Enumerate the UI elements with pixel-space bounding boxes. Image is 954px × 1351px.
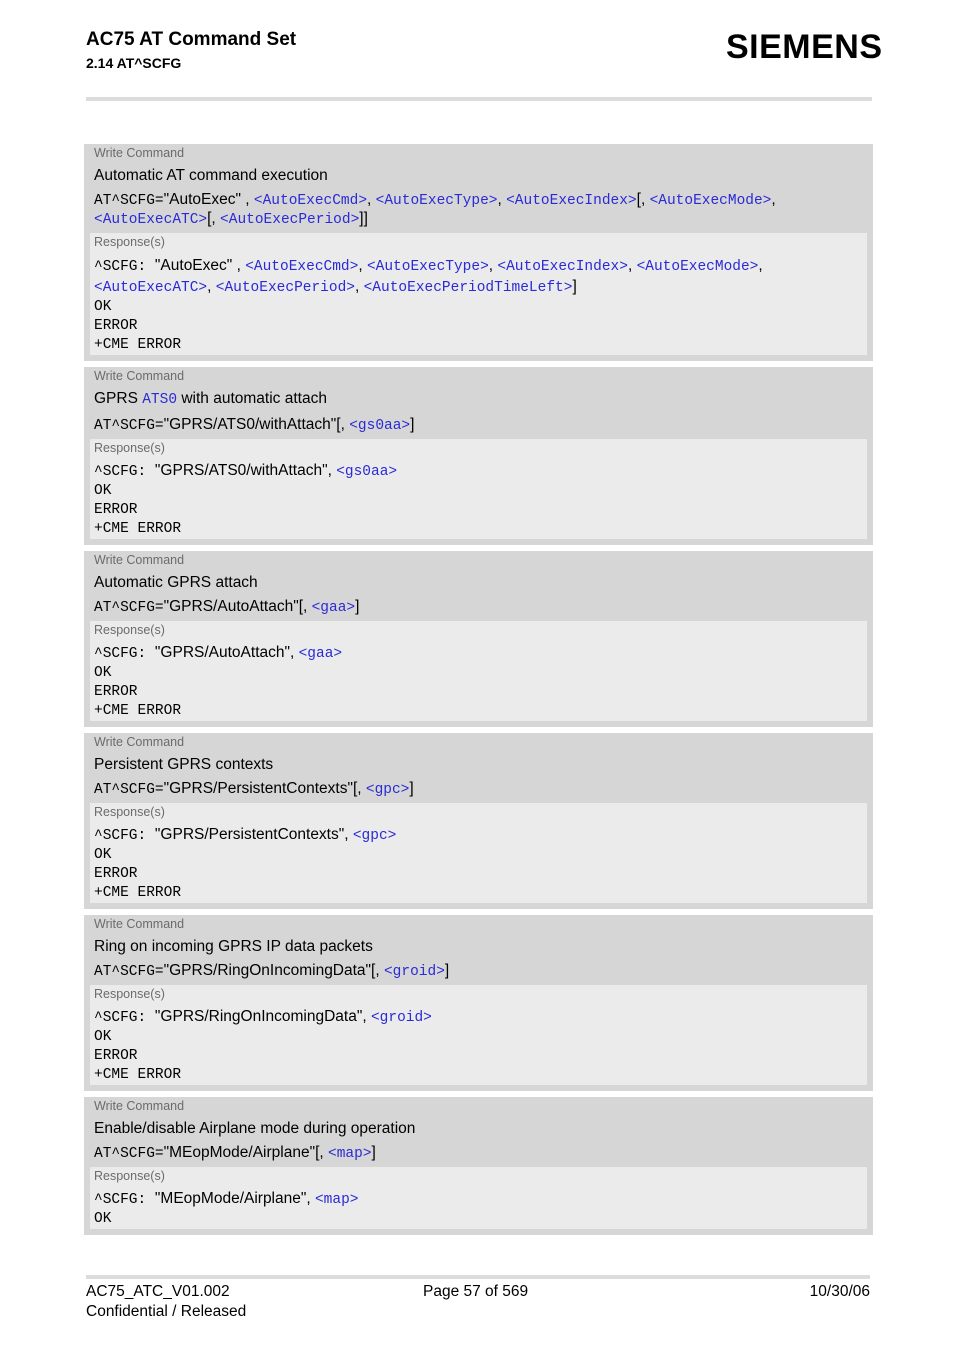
write-command-label: Write Command [94, 146, 185, 160]
response-ok: OK [94, 665, 112, 681]
write-command-label: Write Command [94, 553, 185, 567]
write-command-label: Write Command [94, 1099, 185, 1113]
syntax-prefix: AT^SCFG= [94, 193, 164, 209]
param-autoexecmode-link[interactable]: <AutoExecMode> [649, 193, 772, 209]
write-command-gprs-ats0 [84, 367, 873, 545]
param-autoexectype-link[interactable]: <AutoExecType> [375, 193, 498, 209]
footer-doc-id: AC75_ATC_V01.002 [86, 1283, 230, 1300]
response-label: Response(s) [94, 805, 165, 819]
syntax-text: "AutoExec" , [163, 191, 254, 208]
command-blocks [84, 144, 873, 1241]
response-box [90, 439, 867, 539]
response-box [90, 233, 867, 355]
response-syntax: ^SCFG: "GPRS/PersistentContexts", <gpc> [94, 826, 397, 844]
param-autoexecperiodtimeleft-link[interactable]: <AutoExecPeriodTimeLeft> [363, 280, 573, 296]
response-error: ERROR [94, 502, 138, 518]
response-ok: OK [94, 1211, 112, 1227]
param-gpc-link[interactable]: <gpc> [365, 782, 410, 798]
ats0-link[interactable]: ATS0 [142, 392, 178, 408]
param-autoexeccmd-link[interactable]: <AutoExecCmd> [245, 259, 359, 275]
param-gs0aa-link[interactable]: <gs0aa> [349, 418, 411, 434]
command-description: Enable/disable Airplane mode during operation [94, 1120, 416, 1137]
response-error: ERROR [94, 866, 138, 882]
command-description: Persistent GPRS contexts [94, 756, 274, 773]
param-autoexecindex-link[interactable]: <AutoExecIndex> [506, 193, 637, 209]
command-syntax: AT^SCFG="GPRS/AutoAttach"[, <gaa>] [94, 598, 360, 616]
footer-status: Confidential / Released [86, 1303, 247, 1320]
param-autoexecatc-link[interactable]: <AutoExecATC> [94, 212, 208, 228]
command-syntax: AT^SCFG="GPRS/PersistentContexts"[, <gpc>] [94, 780, 414, 798]
response-ok: OK [94, 299, 112, 315]
response-error: ERROR [94, 318, 138, 334]
response-label: Response(s) [94, 1169, 165, 1183]
param-map-link[interactable]: <map> [314, 1192, 359, 1208]
response-cme-error: +CME ERROR [94, 1067, 182, 1083]
param-gs0aa-link[interactable]: <gs0aa> [336, 464, 398, 480]
response-box [90, 803, 867, 903]
response-error: ERROR [94, 1048, 138, 1064]
response-prefix: ^SCFG: [94, 259, 155, 275]
command-description: Ring on incoming GPRS IP data packets [94, 938, 373, 955]
write-command-label: Write Command [94, 917, 185, 931]
response-ok: OK [94, 847, 112, 863]
response-syntax: ^SCFG: "GPRS/AutoAttach", <gaa> [94, 644, 343, 662]
param-groid-link[interactable]: <groid> [383, 964, 445, 980]
command-description: Automatic GPRS attach [94, 574, 258, 591]
param-gpc-link[interactable]: <gpc> [352, 828, 397, 844]
response-label: Response(s) [94, 623, 165, 637]
response-label: Response(s) [94, 987, 165, 1001]
footer-divider [86, 1275, 870, 1279]
response-cme-error: +CME ERROR [94, 885, 182, 901]
header-divider [86, 97, 872, 101]
document-title: AC75 AT Command Set [86, 29, 297, 50]
response-syntax: ^SCFG: "GPRS/RingOnIncomingData", <groid> [94, 1008, 432, 1026]
param-map-link[interactable]: <map> [328, 1146, 372, 1162]
response-box [90, 1167, 867, 1229]
write-command-autoexec [84, 144, 873, 361]
param-autoexecindex-link[interactable]: <AutoExecIndex> [497, 259, 628, 275]
response-box [90, 985, 867, 1085]
response-cme-error: +CME ERROR [94, 703, 182, 719]
write-command-label: Write Command [94, 735, 185, 749]
param-autoexeccmd-link[interactable]: <AutoExecCmd> [253, 193, 368, 209]
response-label: Response(s) [94, 235, 165, 249]
param-groid-link[interactable]: <groid> [370, 1010, 432, 1026]
command-description: GPRS ATS0 with automatic attach [94, 390, 327, 408]
write-command-meopmode-airplane [84, 1097, 873, 1235]
footer-date: 10/30/06 [809, 1283, 870, 1300]
response-syntax: ^SCFG: "GPRS/ATS0/withAttach", <gs0aa> [94, 462, 398, 480]
command-syntax: AT^SCFG="GPRS/ATS0/withAttach"[, <gs0aa>] [94, 416, 415, 434]
footer-page-number: Page 57 of 569 [423, 1283, 529, 1300]
section-title: 2.14 AT^SCFG [86, 55, 182, 71]
param-autoexecperiod-link[interactable]: <AutoExecPeriod> [220, 212, 360, 228]
response-ok: OK [94, 483, 112, 499]
param-autoexectype-link[interactable]: <AutoExecType> [366, 259, 489, 275]
response-text: "AutoExec" , [154, 257, 246, 274]
write-command-label: Write Command [94, 369, 185, 383]
response-cme-error: +CME ERROR [94, 337, 182, 353]
command-syntax: AT^SCFG="MEopMode/Airplane"[, <map>] [94, 1144, 376, 1162]
response-box [90, 621, 867, 721]
response-cme-error: +CME ERROR [94, 521, 182, 537]
response-syntax: ^SCFG: "MEopMode/Airplane", <map> [94, 1190, 359, 1208]
param-autoexecperiod-link[interactable]: <AutoExecPeriod> [215, 280, 355, 296]
write-command-gprs-persistentcontexts [84, 733, 873, 909]
response-ok: OK [94, 1029, 112, 1045]
response-syntax: ^SCFG: "AutoExec" , <AutoExecCmd>, <AutoExecType>, <AutoExecIndex>, <AutoExecMode>, <AutoExecATC>, <AutoExecPeriod>, <AutoExecPeriodTimeLeft>] [94, 257, 763, 296]
response-label: Response(s) [94, 441, 165, 455]
param-gaa-link[interactable]: <gaa> [298, 646, 343, 662]
command-syntax: AT^SCFG="AutoExec" , <AutoExecCmd>, <AutoExecType>, <AutoExecIndex>[, <AutoExecMode>, <AutoExecATC>[, <AutoExecPeriod>]] [94, 191, 776, 228]
param-autoexecmode-link[interactable]: <AutoExecMode> [636, 259, 759, 275]
command-description: Automatic AT command execution [94, 167, 328, 184]
response-error: ERROR [94, 684, 138, 700]
write-command-gprs-autoattach [84, 551, 873, 727]
write-command-gprs-ringonincomingdata [84, 915, 873, 1091]
command-syntax: AT^SCFG="GPRS/RingOnIncomingData"[, <groid>] [94, 962, 450, 980]
param-gaa-link[interactable]: <gaa> [311, 600, 356, 616]
siemens-logo: SIEMENS [726, 28, 883, 66]
param-autoexecatc-link[interactable]: <AutoExecATC> [94, 280, 208, 296]
